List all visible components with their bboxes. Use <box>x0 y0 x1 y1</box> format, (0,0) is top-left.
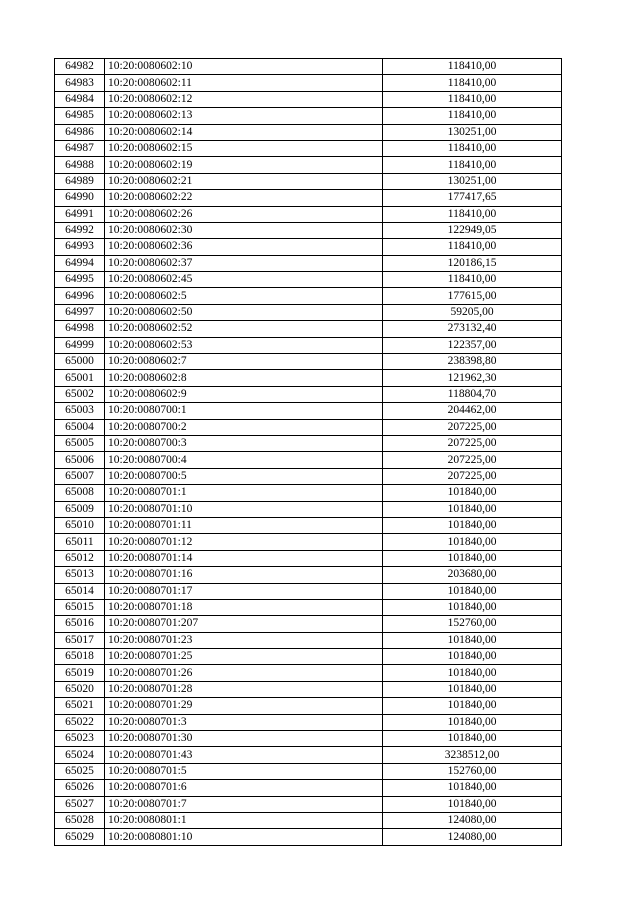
cadastral-number-cell: 10:20:0080701:6 <box>105 780 383 796</box>
cadastral-number-cell: 10:20:0080700:3 <box>105 435 383 451</box>
cadastral-number-cell: 10:20:0080701:5 <box>105 763 383 779</box>
row-id-cell: 65029 <box>55 829 105 845</box>
row-id-cell: 64986 <box>55 124 105 140</box>
value-cell: 130251,00 <box>383 124 562 140</box>
value-cell: 101840,00 <box>383 550 562 566</box>
row-id-cell: 65018 <box>55 649 105 665</box>
row-id-cell: 64991 <box>55 206 105 222</box>
cadastral-number-cell: 10:20:0080602:8 <box>105 370 383 386</box>
value-cell: 101840,00 <box>383 485 562 501</box>
cadastral-number-cell: 10:20:0080602:14 <box>105 124 383 140</box>
value-cell: 101840,00 <box>383 796 562 812</box>
table-row <box>55 124 562 140</box>
value-cell: 204462,00 <box>383 403 562 419</box>
row-id-cell: 65028 <box>55 812 105 828</box>
table-row <box>55 272 562 288</box>
value-cell: 101840,00 <box>383 599 562 615</box>
value-cell: 101840,00 <box>383 649 562 665</box>
value-cell: 118410,00 <box>383 59 562 75</box>
cadastral-number-cell: 10:20:0080602:19 <box>105 157 383 173</box>
row-id-cell: 65009 <box>55 501 105 517</box>
cadastral-number-cell: 10:20:0080700:1 <box>105 403 383 419</box>
table-row <box>55 140 562 156</box>
cadastral-number-cell: 10:20:0080701:7 <box>105 796 383 812</box>
table-row <box>55 75 562 91</box>
table-row <box>55 419 562 435</box>
table-body <box>55 59 562 846</box>
row-id-cell: 65011 <box>55 534 105 550</box>
row-id-cell: 65015 <box>55 599 105 615</box>
table-row <box>55 386 562 402</box>
row-id-cell: 64984 <box>55 91 105 107</box>
table-row <box>55 517 562 533</box>
row-id-cell: 65001 <box>55 370 105 386</box>
table-row <box>55 567 562 583</box>
row-id-cell: 65006 <box>55 452 105 468</box>
value-cell: 59205,00 <box>383 304 562 320</box>
cadastral-number-cell: 10:20:0080701:207 <box>105 616 383 632</box>
cadastral-number-cell: 10:20:0080701:30 <box>105 731 383 747</box>
value-cell: 122357,00 <box>383 337 562 353</box>
table-row <box>55 239 562 255</box>
row-id-cell: 65025 <box>55 763 105 779</box>
table-row <box>55 370 562 386</box>
table-row <box>55 550 562 566</box>
value-cell: 152760,00 <box>383 616 562 632</box>
row-id-cell: 65017 <box>55 632 105 648</box>
row-id-cell: 65023 <box>55 731 105 747</box>
row-id-cell: 64998 <box>55 321 105 337</box>
table-row <box>55 157 562 173</box>
cadastral-number-cell: 10:20:0080701:18 <box>105 599 383 615</box>
table-row <box>55 468 562 484</box>
table-row <box>55 222 562 238</box>
value-cell: 207225,00 <box>383 468 562 484</box>
row-id-cell: 64992 <box>55 222 105 238</box>
cadastral-number-cell: 10:20:0080700:2 <box>105 419 383 435</box>
row-id-cell: 64999 <box>55 337 105 353</box>
value-cell: 101840,00 <box>383 731 562 747</box>
table-row <box>55 403 562 419</box>
cadastral-number-cell: 10:20:0080701:12 <box>105 534 383 550</box>
table-row <box>55 812 562 828</box>
value-cell: 124080,00 <box>383 812 562 828</box>
row-id-cell: 64989 <box>55 173 105 189</box>
value-cell: 101840,00 <box>383 681 562 697</box>
row-id-cell: 65002 <box>55 386 105 402</box>
cadastral-number-cell: 10:20:0080701:17 <box>105 583 383 599</box>
table-row <box>55 698 562 714</box>
cadastral-number-cell: 10:20:0080701:29 <box>105 698 383 714</box>
cadastral-number-cell: 10:20:0080602:36 <box>105 239 383 255</box>
row-id-cell: 64997 <box>55 304 105 320</box>
table-row <box>55 632 562 648</box>
cadastral-value-table <box>54 58 562 846</box>
value-cell: 273132,40 <box>383 321 562 337</box>
cadastral-number-cell: 10:20:0080602:12 <box>105 91 383 107</box>
value-cell: 101840,00 <box>383 583 562 599</box>
value-cell: 203680,00 <box>383 567 562 583</box>
row-id-cell: 65012 <box>55 550 105 566</box>
value-cell: 130251,00 <box>383 173 562 189</box>
table-row <box>55 731 562 747</box>
cadastral-number-cell: 10:20:0080701:1 <box>105 485 383 501</box>
value-cell: 118410,00 <box>383 206 562 222</box>
cadastral-number-cell: 10:20:0080602:37 <box>105 255 383 271</box>
row-id-cell: 64982 <box>55 59 105 75</box>
cadastral-number-cell: 10:20:0080602:52 <box>105 321 383 337</box>
value-cell: 177417,65 <box>383 190 562 206</box>
row-id-cell: 65003 <box>55 403 105 419</box>
value-cell: 177615,00 <box>383 288 562 304</box>
row-id-cell: 64996 <box>55 288 105 304</box>
row-id-cell: 64994 <box>55 255 105 271</box>
value-cell: 101840,00 <box>383 665 562 681</box>
row-id-cell: 65027 <box>55 796 105 812</box>
table-row <box>55 534 562 550</box>
value-cell: 207225,00 <box>383 452 562 468</box>
value-cell: 118410,00 <box>383 91 562 107</box>
row-id-cell: 65014 <box>55 583 105 599</box>
table-row <box>55 304 562 320</box>
cadastral-number-cell: 10:20:0080602:53 <box>105 337 383 353</box>
row-id-cell: 65005 <box>55 435 105 451</box>
row-id-cell: 65010 <box>55 517 105 533</box>
table-row <box>55 599 562 615</box>
table-row <box>55 288 562 304</box>
cadastral-number-cell: 10:20:0080701:3 <box>105 714 383 730</box>
row-id-cell: 65020 <box>55 681 105 697</box>
cadastral-number-cell: 10:20:0080701:28 <box>105 681 383 697</box>
cadastral-number-cell: 10:20:0080602:26 <box>105 206 383 222</box>
row-id-cell: 65022 <box>55 714 105 730</box>
table-row <box>55 583 562 599</box>
cadastral-number-cell: 10:20:0080602:45 <box>105 272 383 288</box>
cadastral-number-cell: 10:20:0080602:13 <box>105 108 383 124</box>
cadastral-number-cell: 10:20:0080701:14 <box>105 550 383 566</box>
table-row <box>55 681 562 697</box>
cadastral-number-cell: 10:20:0080701:11 <box>105 517 383 533</box>
table-row <box>55 649 562 665</box>
value-cell: 118410,00 <box>383 108 562 124</box>
cadastral-number-cell: 10:20:0080602:50 <box>105 304 383 320</box>
value-cell: 121962,30 <box>383 370 562 386</box>
table-row <box>55 616 562 632</box>
row-id-cell: 65024 <box>55 747 105 763</box>
table-row <box>55 108 562 124</box>
value-cell: 118804,70 <box>383 386 562 402</box>
value-cell: 118410,00 <box>383 157 562 173</box>
value-cell: 118410,00 <box>383 140 562 156</box>
value-cell: 101840,00 <box>383 517 562 533</box>
table-row <box>55 435 562 451</box>
value-cell: 101840,00 <box>383 714 562 730</box>
table-row <box>55 714 562 730</box>
value-cell: 101840,00 <box>383 534 562 550</box>
cadastral-number-cell: 10:20:0080602:11 <box>105 75 383 91</box>
row-id-cell: 65019 <box>55 665 105 681</box>
cadastral-number-cell: 10:20:0080701:25 <box>105 649 383 665</box>
cadastral-number-cell: 10:20:0080602:7 <box>105 354 383 370</box>
row-id-cell: 64983 <box>55 75 105 91</box>
row-id-cell: 64995 <box>55 272 105 288</box>
cadastral-number-cell: 10:20:0080701:10 <box>105 501 383 517</box>
row-id-cell: 64987 <box>55 140 105 156</box>
table-row <box>55 173 562 189</box>
cadastral-number-cell: 10:20:0080602:30 <box>105 222 383 238</box>
row-id-cell: 64990 <box>55 190 105 206</box>
cadastral-number-cell: 10:20:0080701:23 <box>105 632 383 648</box>
table-row <box>55 59 562 75</box>
table-row <box>55 665 562 681</box>
cadastral-number-cell: 10:20:0080701:16 <box>105 567 383 583</box>
cadastral-number-cell: 10:20:0080602:5 <box>105 288 383 304</box>
cadastral-number-cell: 10:20:0080700:4 <box>105 452 383 468</box>
value-cell: 238398,80 <box>383 354 562 370</box>
cadastral-number-cell: 10:20:0080602:21 <box>105 173 383 189</box>
row-id-cell: 65016 <box>55 616 105 632</box>
table-row <box>55 337 562 353</box>
table-row <box>55 206 562 222</box>
row-id-cell: 64993 <box>55 239 105 255</box>
table-row <box>55 780 562 796</box>
value-cell: 122949,05 <box>383 222 562 238</box>
value-cell: 207225,00 <box>383 419 562 435</box>
table-row <box>55 485 562 501</box>
cadastral-number-cell: 10:20:0080701:26 <box>105 665 383 681</box>
table-row <box>55 354 562 370</box>
cadastral-number-cell: 10:20:0080602:9 <box>105 386 383 402</box>
table-row <box>55 763 562 779</box>
row-id-cell: 65008 <box>55 485 105 501</box>
value-cell: 118410,00 <box>383 75 562 91</box>
row-id-cell: 65007 <box>55 468 105 484</box>
table-row <box>55 190 562 206</box>
row-id-cell: 65021 <box>55 698 105 714</box>
cadastral-number-cell: 10:20:0080602:22 <box>105 190 383 206</box>
value-cell: 101840,00 <box>383 501 562 517</box>
value-cell: 3238512,00 <box>383 747 562 763</box>
row-id-cell: 65000 <box>55 354 105 370</box>
cadastral-number-cell: 10:20:0080701:43 <box>105 747 383 763</box>
value-cell: 101840,00 <box>383 698 562 714</box>
value-cell: 152760,00 <box>383 763 562 779</box>
value-cell: 207225,00 <box>383 435 562 451</box>
value-cell: 101840,00 <box>383 780 562 796</box>
table-row <box>55 747 562 763</box>
table-row <box>55 452 562 468</box>
table-row <box>55 255 562 271</box>
table-row <box>55 829 562 845</box>
row-id-cell: 65004 <box>55 419 105 435</box>
table-row <box>55 501 562 517</box>
table-row <box>55 91 562 107</box>
value-cell: 118410,00 <box>383 239 562 255</box>
value-cell: 120186,15 <box>383 255 562 271</box>
cadastral-number-cell: 10:20:0080801:1 <box>105 812 383 828</box>
cadastral-number-cell: 10:20:0080801:10 <box>105 829 383 845</box>
value-cell: 118410,00 <box>383 272 562 288</box>
cadastral-number-cell: 10:20:0080602:15 <box>105 140 383 156</box>
row-id-cell: 64988 <box>55 157 105 173</box>
row-id-cell: 65026 <box>55 780 105 796</box>
row-id-cell: 64985 <box>55 108 105 124</box>
cadastral-number-cell: 10:20:0080700:5 <box>105 468 383 484</box>
value-cell: 101840,00 <box>383 632 562 648</box>
table-row <box>55 796 562 812</box>
row-id-cell: 65013 <box>55 567 105 583</box>
cadastral-number-cell: 10:20:0080602:10 <box>105 59 383 75</box>
table-row <box>55 321 562 337</box>
value-cell: 124080,00 <box>383 829 562 845</box>
